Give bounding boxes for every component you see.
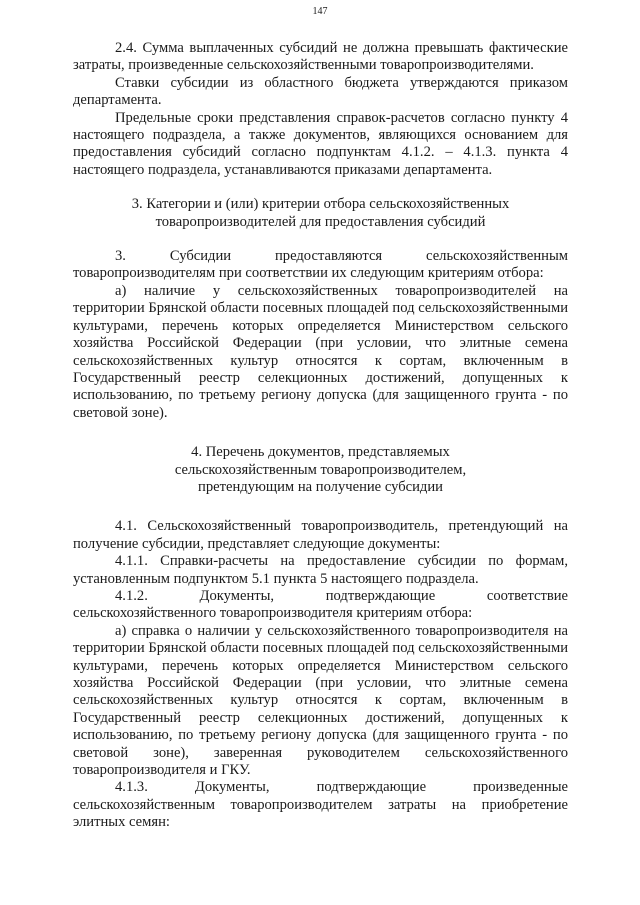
paragraph-section-3: 3. Субсидии предоставляются сельскохозяйственным товаропроизводителям при соответствии их следующим критериям отбора: bbox=[73, 248, 568, 282]
paragraph-subsidy-rates: Ставки субсидии из областного бюджета утверждаются приказом департамента. bbox=[73, 74, 568, 109]
paragraph-section-3-a: а) наличие у сельскохозяйственных товаропроизводителей на территории Брянской области посевных площадей под сельскохозяйственными культурами, перечень которых определяется Министерством сельского хозяйства Российской Федерации (при условии, что элитные семена сельскохозяйственных культур относятся к сортам, включенным в Государственный реестр селекционных достижений, допущенных к использованию, по третьему региону допуска (для защищенного грунта - по световой зоне). bbox=[73, 282, 568, 421]
paragraph-4-1-2: 4.1.2. Документы, подтверждающие соответствие сельскохозяйственного товаропроизводителя критериям отбора: bbox=[73, 587, 568, 622]
paragraph-4-1-1: 4.1.1. Справки-расчеты на предоставление субсидии по формам, установленным подпунктом 5.1 пункта 5 настоящего подраздела. bbox=[73, 553, 568, 587]
section-4-heading-line-2: сельскохозяйственным товаропроизводителем, bbox=[174, 461, 467, 478]
paragraph-4-1-2-a: а) справка о наличии у сельскохозяйственного товаропроизводителя на территории Брянской области посевных площадей под сельскохозяйственными культурами, перечень которых определяется Министерством сельского хозяйства Российской Федерации (при условии, что элитные семена сельскохозяйственных культур относятся к сортам, включенным в Государственный реестр селекционных достижений, допущенных к использованию, по третьему региону допуска (для защищенного грунта - по световой зоне), заверенная руководителем сельскохозяйственного товаропроизводителя и ГКУ. bbox=[73, 622, 568, 779]
page-number: 147 bbox=[312, 6, 328, 17]
section-4-heading-line-1: 4. Перечень документов, представляемых bbox=[191, 444, 450, 461]
section-3-heading-line-1: 3. Категории и (или) критерии отбора сельскохозяйственных bbox=[131, 196, 510, 213]
paragraph-4-1: 4.1. Сельскохозяйственный товаропроизводитель, претендующий на получение субсидии, представляет следующие документы: bbox=[73, 518, 568, 552]
document-body bbox=[73, 40, 568, 832]
paragraph-2-4: 2.4. Сумма выплаченных субсидий не должна превышать фактические затраты, произведенные сельскохозяйственными товаропроизводителями. bbox=[73, 40, 568, 74]
section-4-heading-line-3: претендующим на получение субсидии bbox=[198, 478, 443, 495]
section-3-heading-line-2: товаропроизводителей для предоставления субсидий bbox=[155, 213, 486, 230]
paragraph-4-1-3: 4.1.3. Документы, подтверждающие произведенные сельскохозяйственным товаропроизводителем затраты на приобретение элитных семян: bbox=[73, 779, 568, 831]
paragraph-deadlines: Предельные сроки представления справок-расчетов согласно пункту 4 настоящего подраздела, а также документов, являющихся основанием для предоставления субсидий согласно подпунктам 4.1.2. – 4.1.3. пункта 4 настоящего подраздела, устанавливаются приказами департамента. bbox=[73, 109, 568, 178]
